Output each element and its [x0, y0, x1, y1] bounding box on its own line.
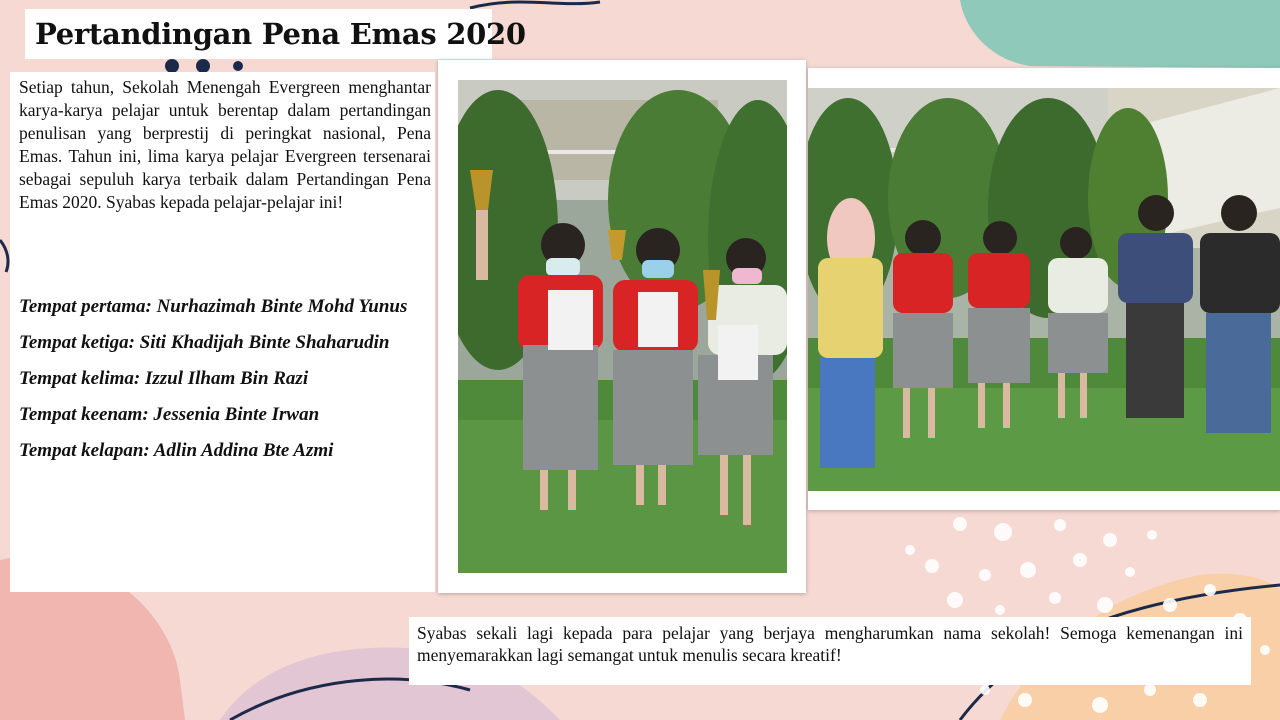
closing-box [409, 617, 1251, 685]
winner-item: Tempat keenam: Jessenia Binte Irwan [19, 404, 320, 425]
intro-paragraph: Setiap tahun, Sekolah Menengah Evergreen menghantar karya-karya pelajar untuk berentap dalam pertandingan penulisan yang berprestij di peringkat nasional, Pena Emas. Tahun ini, lima karya pelajar Evergreen tersenarai sebagai sepuluh karya terbaik dalam Pertandingan Pena Emas 2020. Syabas kepada pelajar-pelajar ini! [19, 77, 431, 212]
navy-curve-top [470, 2, 600, 8]
winner-item: Tempat kelapan: Adlin Addina Bte Azmi [19, 440, 334, 461]
photo-frame-students [438, 60, 806, 593]
closing-paragraph: Syabas sekali lagi kepada para pelajar yang berjaya mengharumkan nama sekolah! Semoga kemenangan ini menyemarakkan lagi semangat untuk menulis secara kreatif! [417, 623, 1243, 665]
winner-item: Tempat kelima: Izzul Ilham Bin Razi [19, 368, 309, 389]
photo-frame-group [808, 68, 1280, 510]
text-panel [10, 72, 435, 592]
person-figure [818, 198, 883, 468]
title-box [25, 9, 526, 59]
photo-group [808, 88, 1280, 491]
teal-blob [960, 0, 1280, 68]
photo-students-trophies [458, 80, 787, 573]
winner-item: Tempat ketiga: Siti Khadijah Binte Shaharudin [19, 332, 390, 353]
winner-item: Tempat pertama: Nurhazimah Binte Mohd Yunus [19, 296, 408, 317]
page-title: Pertandingan Pena Emas 2020 [35, 17, 526, 51]
navy-curve-left [0, 240, 8, 272]
winners-list [19, 296, 439, 462]
